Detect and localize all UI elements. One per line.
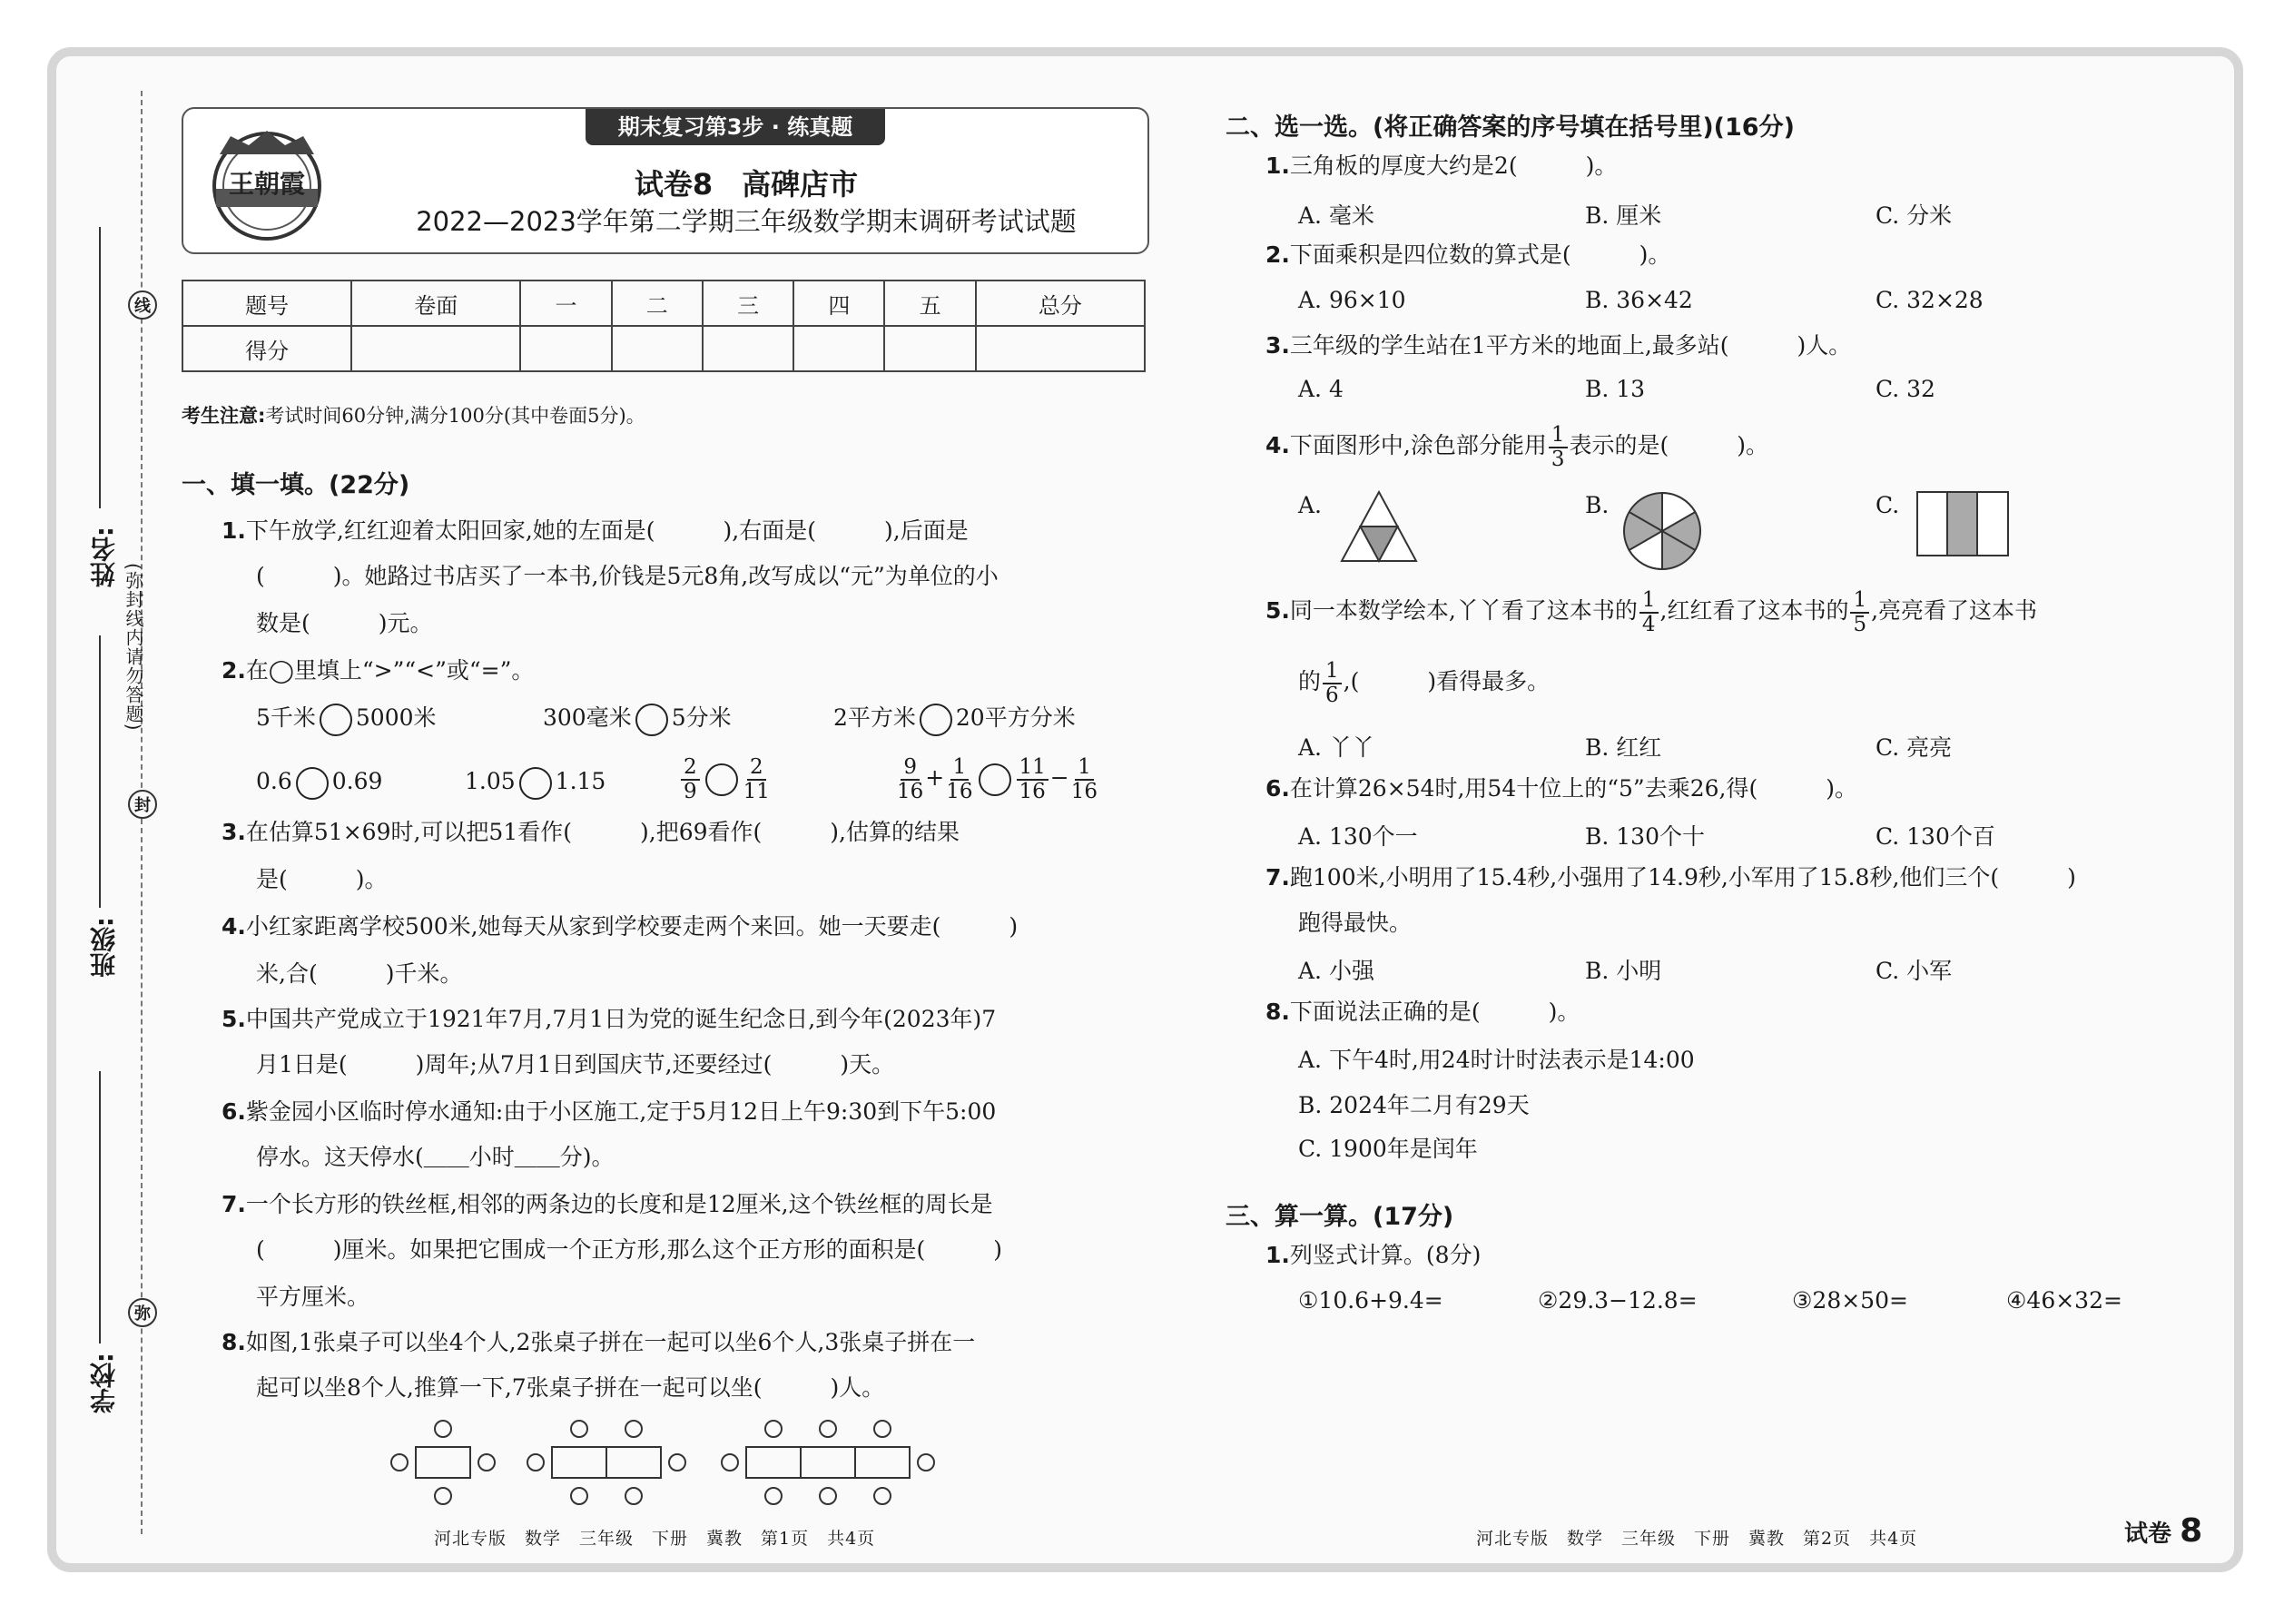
notice-label: 考生注意: bbox=[182, 405, 266, 427]
q1-8-line: 8.如图,1张桌子可以坐4个人,2张桌子拼在一起可以坐6个人,3张桌子拼在一 bbox=[222, 1329, 976, 1355]
school-label: 学校: bbox=[89, 1353, 119, 1414]
class-label: 班级: bbox=[89, 917, 119, 979]
option-c[interactable]: C. 1900年是闰年 bbox=[1298, 1136, 1478, 1162]
q1-2-line: 2.在◯里填上“>”“<”或“=”。 bbox=[222, 657, 535, 684]
name-blank[interactable] bbox=[99, 227, 101, 508]
score-header-cell: 三 bbox=[703, 281, 793, 326]
option-a[interactable]: A. 小强 bbox=[1298, 958, 1374, 984]
compare-circle[interactable] bbox=[320, 704, 352, 736]
footer-right: 河北专版 数学 三年级 下册 冀教 第2页 共4页 bbox=[1476, 1529, 1918, 1549]
option-b[interactable]: B. 小明 bbox=[1585, 958, 1662, 984]
score-cell[interactable] bbox=[351, 326, 520, 371]
triangle-figure-icon bbox=[1338, 488, 1420, 565]
q1-4-line: 4.小红家距离学校500米,她每天从家到学校要走两个来回。她一天要走( ) bbox=[222, 913, 1019, 940]
q2-7-line2: 跑得最快。 bbox=[1298, 910, 1413, 936]
score-header-row bbox=[182, 281, 1145, 326]
option-a[interactable]: A. 丫丫 bbox=[1298, 734, 1374, 761]
calc-item: ①10.6+9.4= bbox=[1298, 1287, 1443, 1314]
q1-3-line: 是( )。 bbox=[256, 866, 388, 892]
q1-6-line: 6.紫金园小区临时停水通知:由于小区施工,定于5月12日上午9:30到下午5:00 bbox=[222, 1098, 997, 1125]
score-header-cell: 二 bbox=[612, 281, 703, 326]
seal-mark-seal: 封 bbox=[128, 790, 157, 819]
compare-circle[interactable] bbox=[296, 767, 329, 800]
score-header-cell: 五 bbox=[884, 281, 975, 326]
compare-circle[interactable] bbox=[920, 704, 952, 736]
q1-1-line: 1.下午放学,红红迎着太阳回家,她的左面是( ),右面是( ),后面是 bbox=[222, 517, 969, 544]
option-b[interactable]: B. 红红 bbox=[1585, 734, 1662, 761]
compare-item: 0.6 0.69 bbox=[256, 759, 382, 804]
q2-4: 4.下面图形中,涂色部分能用 $\frac{1}{3}$ 表示的是( )。 bbox=[1265, 423, 1769, 471]
option-c[interactable]: C. 130个百 bbox=[1876, 823, 1995, 850]
fraction: $\frac{1}{5}$ bbox=[1850, 589, 1869, 635]
score-header-cell: 题号 bbox=[182, 281, 351, 326]
option-c[interactable]: C. 亮亮 bbox=[1876, 734, 1953, 761]
q2-6: 6.在计算26×54时,用54十位上的“5”去乘26,得( )。 bbox=[1265, 775, 1857, 802]
fraction: $\frac{1}{16}$ bbox=[1070, 755, 1098, 803]
score-header-cell: 总分 bbox=[976, 281, 1145, 326]
option-a[interactable]: A. 130个一 bbox=[1298, 823, 1418, 850]
option-a[interactable]: A. 毫米 bbox=[1298, 202, 1374, 229]
option-c[interactable]: C. 32×28 bbox=[1876, 287, 1984, 313]
calc-item: ②29.3−12.8= bbox=[1538, 1287, 1698, 1314]
fraction: $\frac{9}{16}$ bbox=[897, 755, 924, 803]
section2-title: 二、选一选。(将正确答案的序号填在括号里)(16分) bbox=[1226, 113, 1795, 142]
q1-6-line: 停水。这天停水(＿＿小时＿＿分)。 bbox=[256, 1144, 615, 1170]
exam-subtitle: 2022—2023学年第二学期三年级数学期末调研考试试题 bbox=[416, 206, 1077, 237]
option-c[interactable]: C. bbox=[1876, 492, 1900, 518]
calc-item: ④46×32= bbox=[2006, 1287, 2122, 1314]
compare-item: $\frac{9}{16}$ + $\frac{1}{16}$ $\frac{11}{16}$ − $\frac{1}{16}$ bbox=[897, 755, 1098, 803]
calc-item: ③28×50= bbox=[1792, 1287, 1908, 1314]
option-a[interactable]: A. 下午4时,用24时计时法表示是14:00 bbox=[1298, 1047, 1695, 1073]
name-label: 姓名: bbox=[89, 527, 119, 588]
option-c[interactable]: C. 32 bbox=[1876, 376, 1935, 402]
q2-5-line2: 的 $\frac{1}{6}$ ,( )看得最多。 bbox=[1298, 659, 1551, 707]
exam-title: 试卷8 高碑店市 bbox=[634, 167, 859, 202]
compare-item: 2平方米 20平方分米 bbox=[833, 695, 1076, 741]
compare-circle[interactable] bbox=[705, 763, 738, 796]
footer-left: 河北专版 数学 三年级 下册 冀教 第1页 共4页 bbox=[434, 1529, 876, 1549]
compare-item: 1.05 1.15 bbox=[465, 759, 605, 804]
compare-circle[interactable] bbox=[519, 767, 552, 800]
compare-circle[interactable] bbox=[979, 763, 1011, 796]
compare-circle[interactable] bbox=[635, 704, 668, 736]
option-a[interactable]: A. 96×10 bbox=[1298, 287, 1406, 313]
q2-2: 2.下面乘积是四位数的算式是( )。 bbox=[1265, 241, 1671, 268]
option-c[interactable]: C. 分米 bbox=[1876, 202, 1953, 229]
section1-title: 一、填一填。(22分) bbox=[182, 471, 410, 499]
seal-mark-closure: 弥 bbox=[128, 1298, 157, 1327]
seal-note: (弥封线内请勿答题) bbox=[123, 563, 144, 732]
score-header-cell: 四 bbox=[793, 281, 884, 326]
score-cell[interactable] bbox=[520, 326, 611, 371]
score-cell[interactable] bbox=[703, 326, 793, 371]
q2-1: 1.三角板的厚度大约是2( )。 bbox=[1265, 153, 1618, 179]
compare-item: 5千米 5000米 bbox=[256, 695, 437, 741]
fraction: $\frac{2}{9}$ bbox=[681, 756, 700, 802]
fraction: $\frac{1}{16}$ bbox=[946, 755, 973, 803]
q2-7: 7.跑100米,小明用了15.4秒,小强用了14.9秒,小军用了15.8秒,他们三个( ) bbox=[1265, 864, 2076, 891]
q1-3-line: 3.在估算51×69时,可以把51看作( ),把69看作( ),估算的结果 bbox=[222, 819, 960, 845]
q1-4-line: 米,合( )千米。 bbox=[256, 960, 463, 987]
score-row bbox=[182, 326, 1145, 371]
logo-text: 王朝霞 bbox=[228, 169, 306, 199]
fraction: $\frac{2}{11}$ bbox=[743, 755, 770, 803]
class-blank[interactable] bbox=[99, 635, 101, 908]
q1-7-line: ( )厘米。如果把它围成一个正方形,那么这个正方形的面积是( ) bbox=[256, 1236, 1002, 1263]
option-a[interactable]: A. bbox=[1298, 492, 1323, 518]
score-cell[interactable] bbox=[793, 326, 884, 371]
q1-1-line: ( )。她路过书店买了一本书,价钱是5元8角,改写成以“元”为单位的小 bbox=[256, 563, 999, 589]
option-b[interactable]: B. 2024年二月有29天 bbox=[1298, 1092, 1530, 1118]
score-table bbox=[182, 280, 1146, 372]
q1-5-line: 5.中国共产党成立于1921年7月,7月1日为党的诞生纪念日,到今年(2023年)7 bbox=[222, 1006, 997, 1032]
option-a[interactable]: A. 4 bbox=[1298, 376, 1344, 402]
q1-5-line: 月1日是( )周年;从7月1日到国庆节,还要经过( )天。 bbox=[256, 1051, 895, 1078]
score-cell[interactable] bbox=[884, 326, 975, 371]
notice-text: 考试时间60分钟,满分100分(其中卷面5分)。 bbox=[265, 405, 645, 427]
circle-figure-icon bbox=[1621, 490, 1703, 572]
publisher-logo-icon bbox=[203, 118, 330, 245]
binding-strip bbox=[86, 91, 168, 1534]
test-number: 试卷 8 bbox=[2124, 1512, 2203, 1550]
fraction: $\frac{11}{16}$ bbox=[1017, 756, 1049, 802]
score-cell[interactable] bbox=[976, 326, 1145, 371]
fraction: $\frac{1}{6}$ bbox=[1323, 660, 1342, 705]
q2-3: 3.三年级的学生站在1平方米的地面上,最多站( )人。 bbox=[1265, 332, 1852, 359]
fraction: $\frac{1}{4}$ bbox=[1639, 589, 1659, 635]
q2-8: 8.下面说法正确的是( )。 bbox=[1265, 999, 1580, 1025]
q1-1-line: 数是( )元。 bbox=[256, 610, 433, 636]
section3-title: 三、算一算。(17分) bbox=[1226, 1203, 1454, 1231]
q1-7-line: 平方厘米。 bbox=[256, 1284, 370, 1310]
compare-item: 300毫米 5分米 bbox=[543, 695, 732, 741]
option-c[interactable]: C. 小军 bbox=[1876, 958, 1953, 984]
compare-item bbox=[679, 755, 772, 802]
option-b[interactable]: B. 130个十 bbox=[1585, 823, 1705, 850]
q1-8-line: 起可以坐8个人,推算一下,7张桌子拼在一起可以坐( )人。 bbox=[256, 1374, 885, 1401]
option-b[interactable]: B. 厘米 bbox=[1585, 202, 1662, 229]
exam-notice bbox=[182, 401, 645, 428]
option-b[interactable]: B. 36×42 bbox=[1585, 287, 1693, 313]
option-b[interactable]: B. 13 bbox=[1585, 376, 1646, 402]
score-cell[interactable] bbox=[612, 326, 703, 371]
q1-7-line: 7.一个长方形的铁丝框,相邻的两条边的长度和是12厘米,这个铁丝框的周长是 bbox=[222, 1191, 993, 1217]
seal-mark-line: 线 bbox=[128, 290, 157, 320]
tables-seating-figure bbox=[389, 1416, 942, 1507]
rectangle-figure-icon bbox=[1915, 490, 2010, 557]
score-header-cell: 一 bbox=[520, 281, 611, 326]
score-row-label: 得分 bbox=[182, 326, 351, 371]
fraction: $\frac{1}{3}$ bbox=[1549, 424, 1568, 469]
q2-5: 5.同一本数学绘本,丫丫看了这本书的 $\frac{1}{4}$ ,红红看了这本书的 $\frac{1}{5}$ ,亮亮看了这本书 bbox=[1265, 588, 2038, 636]
option-b[interactable]: B. bbox=[1585, 492, 1610, 518]
exam-header bbox=[182, 107, 1149, 254]
review-step-tag: 期末复习第3步 · 练真题 bbox=[586, 109, 885, 145]
school-blank[interactable] bbox=[99, 1071, 101, 1343]
q3-1: 1.列竖式计算。(8分) bbox=[1265, 1242, 1482, 1268]
score-header-cell: 卷面 bbox=[351, 281, 520, 326]
